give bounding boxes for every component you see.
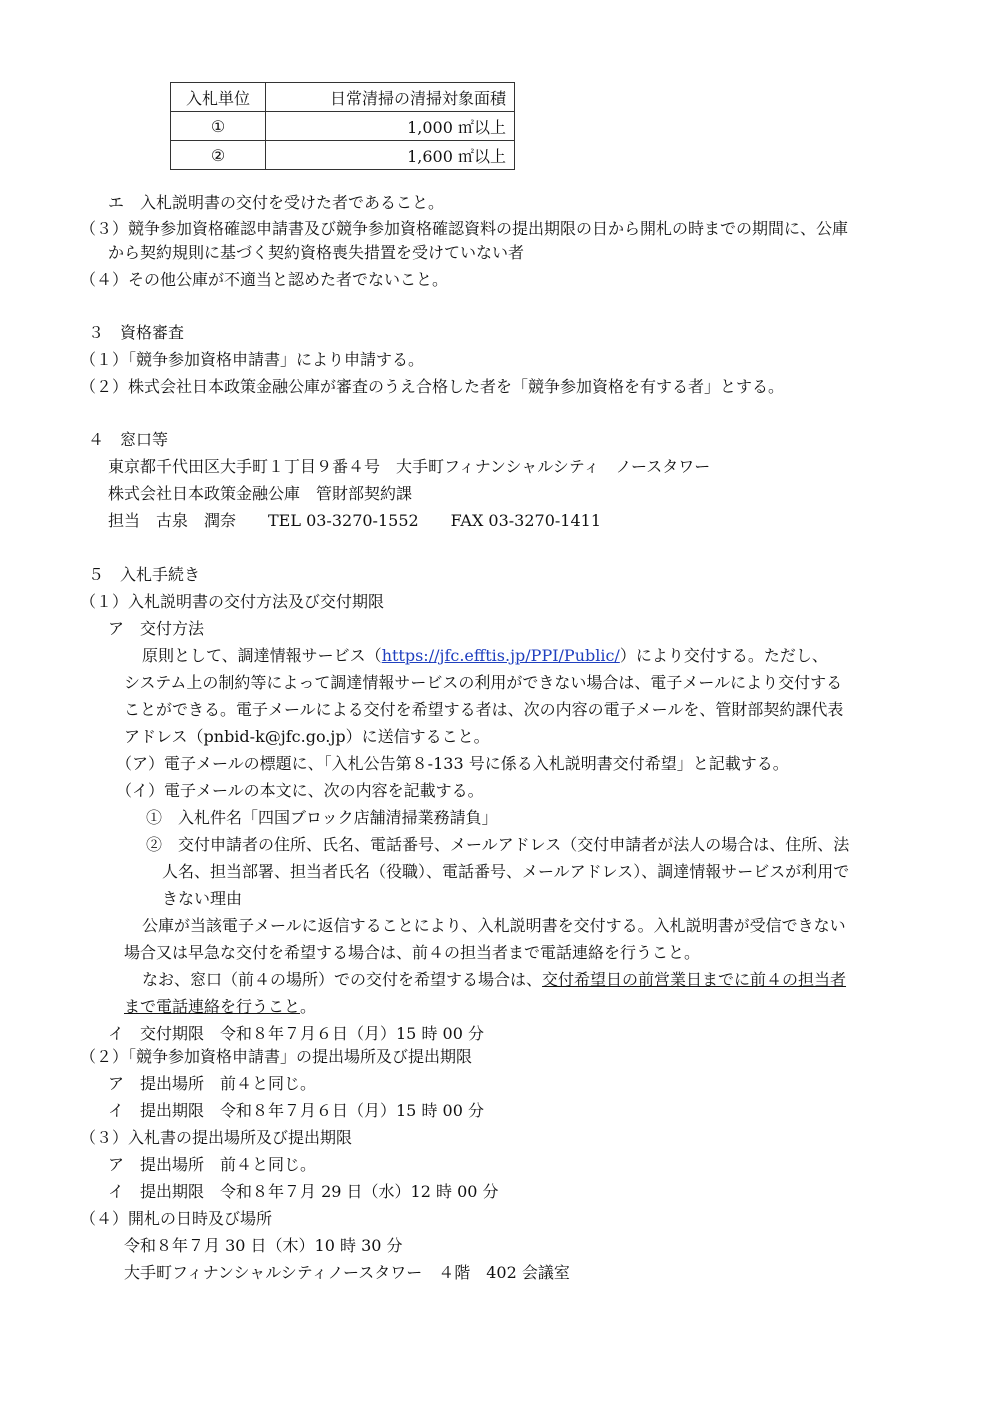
opening-place: 大手町フィナンシャルシティノースタワー ４階 402 会議室	[124, 1263, 570, 1282]
section-3-item-2: （２）株式会社日本政策金融公庫が審査のうえ合格した者を「競争参加資格を有する者」とする。	[80, 377, 785, 396]
section-4-heading: ４ 窓口等	[88, 430, 169, 449]
table-row	[171, 112, 515, 141]
table-cell: 1,000 ㎡以上	[266, 112, 515, 141]
contact-department: 株式会社日本政策金融公庫 管財部契約課	[108, 484, 413, 503]
section-3-heading: ３ 資格審査	[88, 323, 185, 342]
table-cell: ①	[171, 112, 266, 141]
bid-submit-deadline: イ 提出期限 令和８年７月 29 日（水）12 時 00 分	[108, 1182, 499, 1201]
table-header-row	[171, 83, 515, 112]
table-header-cell: 入札単位	[171, 83, 266, 112]
reply-paragraph: 公庫が当該電子メールに返信することにより、入札説明書を交付する。入札説明書が受信できない	[142, 916, 846, 935]
counter-delivery-period: 。	[300, 997, 317, 1016]
email-body-instruction: （イ）電子メールの本文に、次の内容を記載する。	[116, 781, 484, 800]
qualification-item-4: （４）その他公庫が不適当と認めた者でないこと。	[80, 270, 449, 289]
procurement-service-link[interactable]: https://jfc.efftis.jp/PPI/Public/	[381, 646, 620, 665]
delivery-deadline: イ 交付期限 令和８年７月６日（月）15 時 00 分	[108, 1024, 484, 1043]
delivery-method-para-1	[142, 646, 828, 666]
bid-unit-table	[170, 82, 515, 170]
email-body-item-1: ① 入札件名「四国ブロック店舗清掃業務請負」	[146, 808, 498, 827]
qualification-item-e: エ 入札説明書の交付を受けた者であること。	[108, 193, 445, 212]
section-5-item-3: （３）入札書の提出場所及び提出期限	[80, 1128, 353, 1147]
email-body-item-2: ② 交付申請者の住所、氏名、電話番号、メールアドレス（交付申請者が法人の場合は、住所、法	[146, 835, 850, 854]
contact-person-phone-fax: 担当 古泉 潤奈 TEL 03-3270-1552 FAX 03-3270-1411	[108, 511, 602, 530]
counter-delivery-paragraph	[142, 970, 846, 990]
email-subject-instruction: （ア）電子メールの標題に、「入札公告第８-133 号に係る入札説明書交付希望」と記載する。	[116, 754, 789, 773]
counter-delivery-underlined-cont: まで電話連絡を行うこと	[124, 997, 301, 1016]
counter-delivery-underlined: 交付希望日の前営業日までに前４の担当者	[542, 970, 847, 989]
section-5-item-4: （４）開札の日時及び場所	[80, 1209, 273, 1228]
section-5-item-2: （２）「競争参加資格申請書」の提出場所及び提出期限	[80, 1047, 473, 1066]
qualification-item-3-cont: から契約規則に基づく契約資格喪失措置を受けていない者	[108, 243, 525, 262]
table-cell: 1,600 ㎡以上	[266, 141, 515, 170]
delivery-method-para-2: システム上の制約等によって調達情報サービスの利用ができない場合は、電子メールにより交付する	[124, 673, 843, 692]
application-submit-place: ア 提出場所 前４と同じ。	[108, 1074, 317, 1093]
section-5-item-1: （１）入札説明書の交付方法及び交付期限	[80, 592, 385, 611]
section-3-item-1: （１）「競争参加資格申請書」により申請する。	[80, 350, 425, 369]
email-body-item-2-cont2: きない理由	[162, 889, 243, 908]
table-header-cell: 日常清掃の清掃対象面積	[266, 83, 515, 112]
delivery-method-para-4: アドレス（pnbid-k@jfc.go.jp）に送信すること。	[124, 727, 490, 746]
bid-submit-place: ア 提出場所 前４と同じ。	[108, 1155, 317, 1174]
qualification-item-3: （３）競争参加資格確認申請書及び競争参加資格確認資料の提出期限の日から開札の時までの期間に、公庫	[80, 219, 849, 238]
opening-datetime: 令和８年７月 30 日（木）10 時 30 分	[124, 1236, 403, 1255]
table-row	[171, 141, 515, 170]
counter-delivery-paragraph-cont	[124, 997, 316, 1017]
contact-address: 東京都千代田区大手町１丁目９番４号 大手町フィナンシャルシティ ノースタワー	[108, 457, 711, 476]
delivery-text-a: 原則として、調達情報サービス（	[142, 646, 382, 665]
reply-paragraph-cont: 場合又は早急な交付を希望する場合は、前４の担当者まで電話連絡を行うこと。	[124, 943, 701, 962]
delivery-method-para-3: ことができる。電子メールによる交付を希望する者は、次の内容の電子メールを、管財部契約課代表	[124, 700, 844, 719]
section-5-heading: ５ 入札手続き	[88, 565, 201, 584]
table-cell: ②	[171, 141, 266, 170]
email-body-item-2-cont: 人名、担当部署、担当者氏名（役職）、電話番号、メールアドレス）、調達情報サービスが利用で	[162, 862, 850, 881]
delivery-text-b: ）により交付する。ただし、	[619, 646, 828, 665]
counter-delivery-text: なお、窓口（前４の場所）での交付を希望する場合は、	[142, 970, 543, 989]
delivery-method-heading: ア 交付方法	[108, 619, 205, 638]
application-submit-deadline: イ 提出期限 令和８年７月６日（月）15 時 00 分	[108, 1101, 484, 1120]
